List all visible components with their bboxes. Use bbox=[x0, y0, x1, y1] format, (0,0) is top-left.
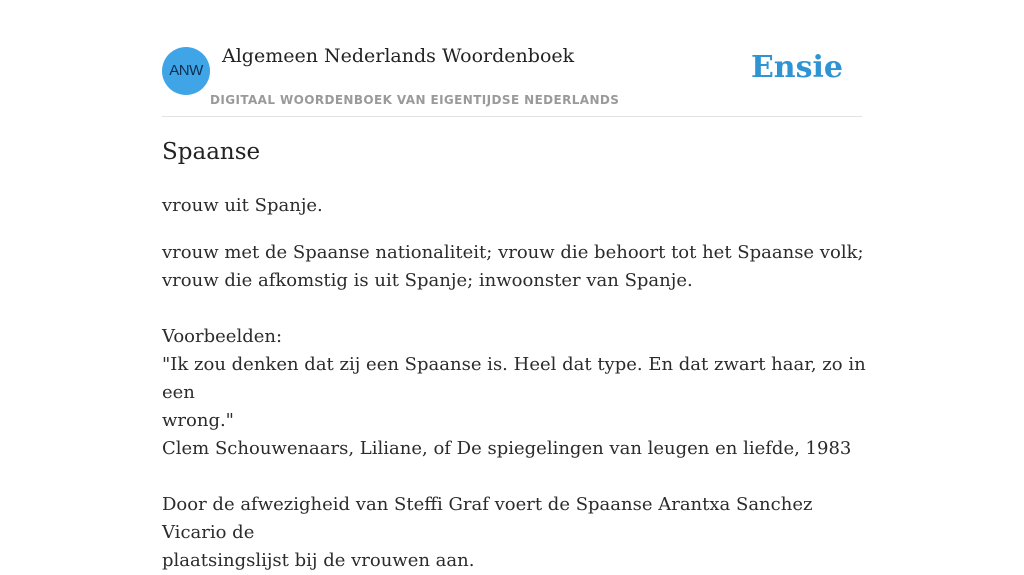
page bbox=[162, 0, 866, 571]
example-sentence-line: Door de afwezigheid van Steffi Graf voert de Spaanse Arantxa Sanchez Vicario de bbox=[162, 494, 813, 543]
spacer bbox=[162, 463, 867, 491]
example-quote-line: wrong." bbox=[162, 410, 234, 431]
anw-logo[interactable]: ANW bbox=[162, 47, 210, 95]
site-header bbox=[162, 0, 862, 117]
entry-summary: vrouw uit Spanje. bbox=[162, 195, 323, 216]
example-sentence-line: plaatsingslijst bij de vrouwen aan. bbox=[162, 550, 475, 571]
entry-definition-body bbox=[162, 239, 867, 575]
site-subtitle: DIGITAAL WOORDENBOEK VAN EIGENTIJDSE NEDERLANDS bbox=[210, 93, 620, 107]
examples-label: Voorbeelden: bbox=[162, 326, 283, 347]
entry-headword: Spaanse bbox=[162, 139, 261, 165]
definition-line: vrouw met de Spaanse nationaliteit; vrouw die behoort tot het Spaanse volk; bbox=[162, 242, 864, 263]
site-title[interactable]: Algemeen Nederlands Woordenboek bbox=[222, 45, 575, 67]
ensie-logo[interactable]: Ensie bbox=[750, 50, 843, 85]
spacer bbox=[162, 295, 867, 323]
definition-line: vrouw die afkomstig is uit Spanje; inwoonster van Spanje. bbox=[162, 270, 693, 291]
example-quote-line: "Ik zou denken dat zij een Spaanse is. Heel dat type. En dat zwart haar, zo in een bbox=[162, 354, 866, 403]
example-source: Clem Schouwenaars, Liliane, of De spiegelingen van leugen en liefde, 1983 bbox=[162, 438, 852, 459]
